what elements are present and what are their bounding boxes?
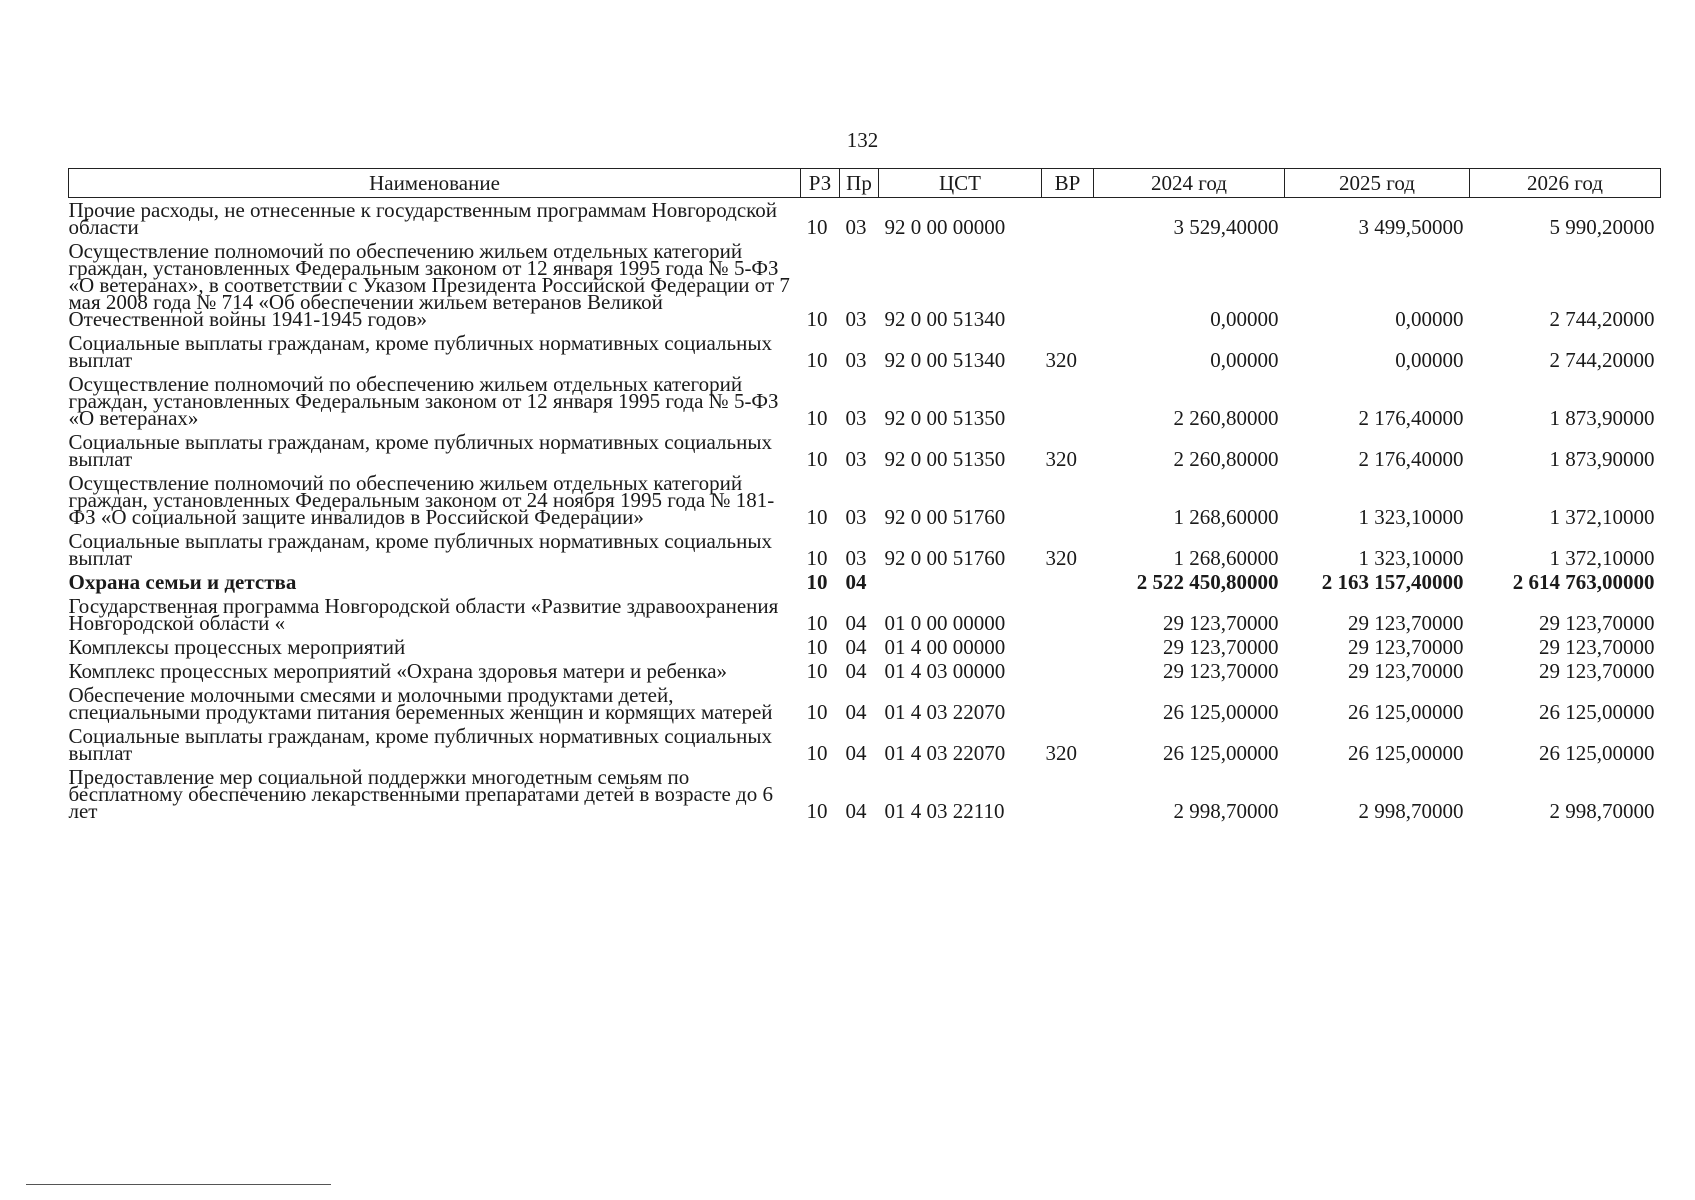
cell-pr: 04	[845, 741, 867, 765]
table-body	[69, 198, 1661, 824]
cell-cst: 01 4 03 22110	[884, 799, 1005, 823]
page-number: 132	[846, 128, 879, 152]
cell-2024: 0,00000	[1210, 307, 1279, 331]
header-2025: 2025 год	[1285, 169, 1470, 198]
cell-name: Осуществление полномочий по обеспечению жильем отдельных категорий граждан, установленных Федеральным законом от 12 января 1995 года № 5-ФЗ «О ветеранах»	[68, 372, 779, 430]
cell-rz: 10	[806, 799, 828, 823]
cell-pr: 04	[845, 635, 867, 659]
cell-name: Предоставление мер социальной поддержки многодетным семьям по бесплатному обеспечению лекарственными препаратами детей в возрасте до 6 лет	[68, 765, 773, 823]
cell-2026: 2 998,70000	[1549, 799, 1655, 823]
cell-name: Социальные выплаты гражданам, кроме публичных нормативных социальных выплат	[68, 724, 772, 765]
header-2026: 2026 год	[1470, 169, 1661, 198]
cell-pr: 04	[845, 659, 867, 683]
cell-cst: 92 0 00 51760	[884, 546, 1006, 570]
cell-2025: 2 176,40000	[1358, 406, 1464, 430]
table-row	[69, 683, 1661, 724]
cell-2024: 2 260,80000	[1173, 406, 1279, 430]
cell-cst: 01 4 03 00000	[884, 659, 1006, 683]
cell-vr	[1042, 372, 1094, 430]
cell-rz: 10	[806, 406, 828, 430]
cell-rz: 10	[806, 505, 828, 529]
cell-name: Осуществление полномочий по обеспечению жильем отдельных категорий граждан, установленных Федеральным законом от 24 ноября 1995 года № 181-ФЗ «О социальной защите инвалидов в Российской Федерации»	[68, 471, 775, 529]
cell-vr	[1042, 471, 1094, 529]
cell-2026: 29 123,70000	[1539, 659, 1655, 683]
cell-pr: 04	[845, 700, 867, 724]
cell-rz: 10	[806, 741, 828, 765]
cell-2024: 2 260,80000	[1173, 447, 1279, 471]
cell-2024: 29 123,70000	[1163, 659, 1279, 683]
cell-vr	[1042, 683, 1094, 724]
table-row	[69, 659, 1661, 683]
cell-vr	[1042, 570, 1094, 594]
table-row	[69, 430, 1661, 471]
cell-cst: 92 0 00 51760	[884, 505, 1006, 529]
table-row	[69, 529, 1661, 570]
cell-2026: 29 123,70000	[1539, 635, 1655, 659]
cell-2026: 1 873,90000	[1549, 406, 1655, 430]
cell-name: Охрана семьи и детства	[68, 570, 297, 594]
cell-2024: 2 998,70000	[1173, 799, 1279, 823]
table-row	[69, 570, 1661, 594]
cell-vr	[1042, 659, 1094, 683]
cell-2024: 1 268,60000	[1173, 505, 1279, 529]
table-row	[69, 765, 1661, 823]
cell-vr: 320	[1045, 447, 1077, 471]
cell-2025: 1 323,10000	[1358, 505, 1464, 529]
cell-rz: 10	[806, 700, 828, 724]
budget-table	[68, 168, 1661, 823]
cell-name: Комплекс процессных мероприятий «Охрана здоровья матери и ребенка»	[68, 659, 728, 683]
cell-2025: 2 176,40000	[1358, 447, 1464, 471]
cell-rz: 10	[806, 447, 828, 471]
footer-rule	[26, 1184, 331, 1185]
cell-2024: 3 529,40000	[1173, 215, 1279, 239]
cell-pr: 03	[845, 307, 867, 331]
cell-vr	[1042, 594, 1094, 635]
cell-vr	[1042, 239, 1094, 331]
table-row	[69, 372, 1661, 430]
cell-2025: 2 163 157,40000	[1321, 570, 1464, 594]
header-rz: РЗ	[801, 169, 840, 198]
cell-cst	[879, 570, 1042, 594]
cell-2026: 5 990,20000	[1549, 215, 1655, 239]
cell-name: Прочие расходы, не отнесенные к государственным программам Новгородской области	[68, 198, 778, 239]
cell-2025: 26 125,00000	[1348, 741, 1464, 765]
cell-2025: 29 123,70000	[1348, 611, 1464, 635]
cell-pr: 04	[845, 611, 867, 635]
cell-name: Социальные выплаты гражданам, кроме публичных нормативных социальных выплат	[68, 529, 772, 570]
cell-2025: 0,00000	[1395, 307, 1464, 331]
cell-2026: 1 372,10000	[1549, 505, 1655, 529]
header-pr: Пр	[840, 169, 879, 198]
cell-2026: 2 744,20000	[1549, 348, 1655, 372]
header-name: Наименование	[69, 169, 801, 198]
cell-2026: 2 744,20000	[1549, 307, 1655, 331]
cell-cst: 92 0 00 51340	[884, 307, 1006, 331]
cell-name: Социальные выплаты гражданам, кроме публичных нормативных социальных выплат	[68, 430, 772, 471]
cell-pr: 04	[845, 799, 867, 823]
cell-2025: 2 998,70000	[1358, 799, 1464, 823]
cell-2024: 2 522 450,80000	[1136, 570, 1279, 594]
cell-rz: 10	[806, 659, 828, 683]
cell-name: Социальные выплаты гражданам, кроме публичных нормативных социальных выплат	[68, 331, 772, 372]
cell-vr	[1042, 635, 1094, 659]
cell-name: Обеспечение молочными смесями и молочными продуктами детей, специальными продуктами питания беременных женщин и кормящих матерей	[68, 683, 773, 724]
table-row	[69, 198, 1661, 240]
table-row	[69, 331, 1661, 372]
cell-2026: 29 123,70000	[1539, 611, 1655, 635]
cell-2026: 1 873,90000	[1549, 447, 1655, 471]
table-row	[69, 471, 1661, 529]
table-row	[69, 594, 1661, 635]
cell-2025: 26 125,00000	[1348, 700, 1464, 724]
cell-rz: 10	[806, 611, 828, 635]
cell-rz: 10	[806, 215, 828, 239]
cell-2026: 1 372,10000	[1549, 546, 1655, 570]
cell-rz: 10	[806, 570, 828, 594]
cell-2026: 26 125,00000	[1539, 700, 1655, 724]
cell-pr: 03	[845, 546, 867, 570]
cell-2025: 29 123,70000	[1348, 635, 1464, 659]
cell-pr: 03	[845, 348, 867, 372]
header-vr: ВР	[1042, 169, 1094, 198]
table-row	[69, 239, 1661, 331]
cell-vr: 320	[1045, 348, 1077, 372]
cell-pr: 03	[845, 447, 867, 471]
cell-vr: 320	[1045, 741, 1077, 765]
cell-name: Комплексы процессных мероприятий	[68, 635, 406, 659]
header-2024: 2024 год	[1094, 169, 1285, 198]
cell-2024: 26 125,00000	[1163, 741, 1279, 765]
cell-cst: 01 0 00 00000	[884, 611, 1006, 635]
cell-2024: 26 125,00000	[1163, 700, 1279, 724]
cell-cst: 01 4 03 22070	[884, 741, 1006, 765]
cell-cst: 92 0 00 00000	[884, 215, 1006, 239]
cell-cst: 01 4 00 00000	[884, 635, 1006, 659]
cell-cst: 92 0 00 51340	[884, 348, 1006, 372]
cell-pr: 03	[845, 406, 867, 430]
cell-name: Осуществление полномочий по обеспечению жильем отдельных категорий граждан, установленных Федеральным законом от 12 января 1995 года № 5-ФЗ «О ветеранах», в соответствии с Указом Президента Российской Федерации от 7 мая 2008 года № 714 «Об обеспечении жильем ветеранов Великой Отечественной войны 1941-1945 годов»	[68, 239, 790, 331]
cell-2025: 1 323,10000	[1358, 546, 1464, 570]
cell-2024: 1 268,60000	[1173, 546, 1279, 570]
cell-pr: 03	[845, 505, 867, 529]
cell-2024: 0,00000	[1210, 348, 1279, 372]
cell-cst: 92 0 00 51350	[884, 406, 1006, 430]
cell-2024: 29 123,70000	[1163, 635, 1279, 659]
cell-rz: 10	[806, 307, 828, 331]
cell-cst: 92 0 00 51350	[884, 447, 1006, 471]
cell-2025: 3 499,50000	[1358, 215, 1464, 239]
cell-vr	[1042, 765, 1094, 823]
cell-vr: 320	[1045, 546, 1077, 570]
table-row	[69, 724, 1661, 765]
cell-rz: 10	[806, 546, 828, 570]
cell-2025: 0,00000	[1395, 348, 1464, 372]
cell-2026: 26 125,00000	[1539, 741, 1655, 765]
cell-name: Государственная программа Новгородской области «Развитие здравоохранения Новгородской области «	[68, 594, 779, 635]
cell-vr	[1042, 198, 1094, 240]
cell-2025: 29 123,70000	[1348, 659, 1464, 683]
cell-pr: 03	[845, 215, 867, 239]
cell-2026: 2 614 763,00000	[1512, 570, 1655, 594]
cell-rz: 10	[806, 348, 828, 372]
cell-2024: 29 123,70000	[1163, 611, 1279, 635]
table-row	[69, 635, 1661, 659]
cell-rz: 10	[806, 635, 828, 659]
header-cst: ЦСТ	[879, 169, 1042, 198]
table-header-row	[69, 169, 1661, 198]
cell-pr: 04	[845, 570, 867, 594]
cell-cst: 01 4 03 22070	[884, 700, 1006, 724]
